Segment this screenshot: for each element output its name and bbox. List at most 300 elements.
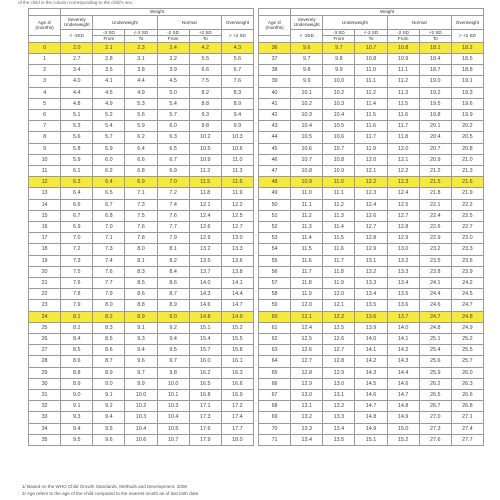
weight-cell: 12.9: [189, 233, 221, 244]
weight-cell: 22.6: [419, 222, 451, 233]
weight-cell: 7.1: [125, 188, 157, 199]
weight-cell: 14.6: [189, 300, 221, 311]
to-header: To: [125, 36, 157, 43]
weight-cell: 8.5: [125, 278, 157, 289]
weight-cell: 10.7: [355, 42, 387, 53]
table-row: [29, 121, 254, 132]
weight-cell: 12.6: [291, 345, 323, 356]
footnote-source: 1/ Based on the WHO Child Growth Standards, Methods and Development, 2006: [22, 484, 187, 489]
weight-cell: 8.6: [157, 278, 189, 289]
age-cell: 39: [259, 76, 291, 87]
weight-cell: 13.5: [387, 289, 419, 300]
table-row: [259, 199, 484, 210]
weight-cell: 11.7: [323, 255, 355, 266]
weight-cell: 9.1: [61, 401, 93, 412]
weight-cell: 18.1: [419, 42, 451, 53]
table-row: [259, 222, 484, 233]
weight-cell: 7.1: [93, 233, 125, 244]
age-cell: 36: [259, 42, 291, 53]
table-row: [29, 98, 254, 109]
weight-cell: 8.3: [221, 87, 253, 98]
table-row: [29, 278, 254, 289]
weight-cell: 19.6: [451, 98, 483, 109]
age-cell: 54: [259, 244, 291, 255]
weight-cell: 8.2: [61, 322, 93, 333]
weight-cell: 7.9: [93, 289, 125, 300]
weight-cell: 13.6: [387, 300, 419, 311]
table-row: [29, 412, 254, 423]
weight-cell: 20.8: [451, 143, 483, 154]
age-cell: 41: [259, 98, 291, 109]
weight-cell: 8.9: [125, 311, 157, 322]
weight-cell: 23.6: [451, 255, 483, 266]
table-row: [259, 154, 484, 165]
weight-cell: 9.5: [61, 434, 93, 445]
sd-u-lo-header: -3 SD: [323, 29, 355, 36]
weight-cell: 18.5: [451, 53, 483, 64]
weight-cell: 11.9: [323, 278, 355, 289]
weight-cell: 10.0: [323, 76, 355, 87]
weight-cell: 26.0: [451, 367, 483, 378]
weight-cell: 13.7: [387, 311, 419, 322]
weight-cell: 14.3: [189, 289, 221, 300]
weight-cell: 16.8: [189, 390, 221, 401]
weight-cell: 21.3: [451, 166, 483, 177]
weight-cell: 6.6: [61, 199, 93, 210]
weight-cell: 7.4: [93, 255, 125, 266]
weight-cell: 15.0: [387, 423, 419, 434]
weight-cell: 5.6: [221, 53, 253, 64]
weight-cell: 25.7: [451, 356, 483, 367]
table-row: [259, 177, 484, 188]
weight-cell: 9.0: [93, 378, 125, 389]
table-row: [259, 289, 484, 300]
weight-cell: 8.2: [189, 87, 221, 98]
weight-cell: 12.7: [323, 345, 355, 356]
weight-cell: 18.2: [451, 42, 483, 53]
weight-cell: 13.2: [291, 412, 323, 423]
table-row: [259, 401, 484, 412]
weight-cell: 6.0: [93, 154, 125, 165]
weight-cell: 24.7: [419, 311, 451, 322]
weight-cell: 21.9: [451, 188, 483, 199]
weight-cell: 10.6: [221, 143, 253, 154]
weight-cell: 10.3: [291, 110, 323, 121]
weight-cell: 12.8: [291, 367, 323, 378]
weight-cell: 14.9: [355, 423, 387, 434]
weight-cell: 11.8: [291, 278, 323, 289]
age-cell: 70: [259, 423, 291, 434]
weight-cell: 6.5: [157, 143, 189, 154]
weight-cell: 22.7: [451, 222, 483, 233]
weight-cell: 6.6: [125, 154, 157, 165]
weight-cell: 23.3: [451, 244, 483, 255]
weight-cell: 10.2: [323, 87, 355, 98]
weight-cell: 20.1: [419, 121, 451, 132]
weight-cell: 3.9: [157, 65, 189, 76]
table-row: [259, 334, 484, 345]
weight-cell: 11.6: [387, 110, 419, 121]
weight-cell: 13.4: [387, 278, 419, 289]
sd-n-hi-header: +2 SD: [189, 29, 221, 36]
weight-cell: 10.5: [189, 143, 221, 154]
weight-cell: 7.3: [61, 255, 93, 266]
weight-cell: 6.2: [93, 166, 125, 177]
table-row: [29, 289, 254, 300]
weight-cell: 12.0: [323, 289, 355, 300]
table-row: [259, 412, 484, 423]
weight-cell: 9.6: [125, 356, 157, 367]
weight-cell: 10.1: [291, 87, 323, 98]
age-cell: 52: [259, 222, 291, 233]
weight-cell: 23.8: [419, 266, 451, 277]
weight-cell: 13.1: [355, 255, 387, 266]
weight-cell: 22.9: [419, 233, 451, 244]
weight-cell: 17.4: [221, 412, 253, 423]
weight-cell: 26.7: [419, 401, 451, 412]
weight-cell: 10.0: [125, 390, 157, 401]
weight-cell: 10.4: [125, 423, 157, 434]
sd-n-lo-header: -2 SD: [387, 29, 419, 36]
table-row: [259, 233, 484, 244]
weight-cell: 9.1: [125, 322, 157, 333]
weight-cell: 15.7: [189, 345, 221, 356]
weight-cell: 11.4: [323, 222, 355, 233]
sd-gt2-header: > +2 SD: [451, 29, 483, 42]
table-row: [259, 53, 484, 64]
weight-cell: 7.5: [125, 210, 157, 221]
weight-cell: 11.0: [291, 188, 323, 199]
age-cell: 3: [29, 76, 61, 87]
weight-cell: 7.3: [93, 244, 125, 255]
age-cell: 55: [259, 255, 291, 266]
weight-cell: 4.0: [61, 76, 93, 87]
weight-cell: 7.6: [221, 76, 253, 87]
from-header: From: [323, 36, 355, 43]
weight-cell: 8.6: [61, 356, 93, 367]
table-row: [259, 121, 484, 132]
weight-cell: 22.1: [419, 199, 451, 210]
weight-cell: 6.9: [125, 177, 157, 188]
severely-underweight-header: Severely Underweight: [291, 15, 323, 29]
weight-cell: 14.7: [221, 300, 253, 311]
weight-cell: 12.6: [189, 222, 221, 233]
weight-cell: 7.2: [61, 244, 93, 255]
sd-gt2-header: > +2 SD: [221, 29, 253, 42]
weight-cell: 4.2: [189, 42, 221, 53]
age-cell: 6: [29, 110, 61, 121]
weight-cell: 24.7: [451, 300, 483, 311]
age-cell: 62: [259, 334, 291, 345]
weight-cell: 7.3: [125, 199, 157, 210]
weight-cell: 25.1: [419, 334, 451, 345]
age-cell: 38: [259, 65, 291, 76]
weight-cell: 7.9: [61, 300, 93, 311]
weight-cell: 27.3: [419, 423, 451, 434]
weight-cell: 11.3: [291, 222, 323, 233]
weight-cell: 9.9: [323, 65, 355, 76]
table-row: [259, 188, 484, 199]
weight-cell: 13.0: [221, 233, 253, 244]
weight-cell: 4.9: [125, 87, 157, 98]
weight-for-age-table-right: [258, 8, 484, 446]
age-cell: 31: [29, 390, 61, 401]
weight-cell: 24.9: [451, 322, 483, 333]
weight-cell: 2.4: [157, 42, 189, 53]
weight-cell: 12.7: [387, 210, 419, 221]
weight-cell: 10.8: [355, 53, 387, 64]
severely-underweight-header: Severely Underweight: [61, 15, 93, 29]
weight-cell: 14.2: [387, 345, 419, 356]
weight-cell: 7.0: [157, 177, 189, 188]
weight-cell: 16.0: [189, 356, 221, 367]
weight-cell: 9.3: [125, 334, 157, 345]
from-header: From: [387, 36, 419, 43]
weight-cell: 12.5: [387, 199, 419, 210]
weight-cell: 13.6: [221, 255, 253, 266]
weight-cell: 11.9: [291, 289, 323, 300]
weight-cell: 9.7: [125, 367, 157, 378]
weight-cell: 14.9: [221, 311, 253, 322]
weight-cell: 21.8: [419, 188, 451, 199]
weight-cell: 8.3: [93, 322, 125, 333]
weight-cell: 10.6: [323, 132, 355, 143]
table-row: [29, 132, 254, 143]
weight-cell: 11.2: [189, 166, 221, 177]
age-cell: 61: [259, 322, 291, 333]
weight-cell: 14.2: [355, 356, 387, 367]
weight-cell: 2.7: [61, 53, 93, 64]
sd-n-lo-header: -2 SD: [157, 29, 189, 36]
weight-cell: 16.2: [189, 367, 221, 378]
age-cell: 48: [259, 177, 291, 188]
age-cell: 5: [29, 98, 61, 109]
weight-cell: 13.2: [387, 255, 419, 266]
weight-cell: 12.2: [323, 311, 355, 322]
overweight-header: Overweight: [451, 15, 483, 29]
age-cell: 46: [259, 154, 291, 165]
weight-cell: 5.6: [125, 110, 157, 121]
weight-cell: 11.6: [323, 244, 355, 255]
weight-cell: 21.5: [419, 177, 451, 188]
weight-cell: 6.3: [61, 177, 93, 188]
weight-cell: 11.0: [355, 65, 387, 76]
weight-cell: 7.0: [93, 222, 125, 233]
weight-cell: 12.6: [355, 210, 387, 221]
weight-cell: 14.1: [355, 345, 387, 356]
table-row: [29, 345, 254, 356]
weight-cell: 11.9: [355, 143, 387, 154]
weight-cell: 2.8: [93, 53, 125, 64]
weight-cell: 3.5: [93, 65, 125, 76]
table-row: [259, 98, 484, 109]
weight-cell: 13.4: [355, 289, 387, 300]
weight-cell: 8.6: [93, 345, 125, 356]
weight-cell: 13.9: [355, 322, 387, 333]
table-row: [29, 110, 254, 121]
to-header: To: [355, 36, 387, 43]
age-cell: 11: [29, 166, 61, 177]
age-cell: 20: [29, 266, 61, 277]
weight-cell: 17.6: [189, 423, 221, 434]
age-header-spacer: [29, 9, 61, 16]
weight-cell: 8.5: [61, 345, 93, 356]
weight-cell: 12.9: [355, 244, 387, 255]
weight-cell: 15.2: [387, 434, 419, 445]
weight-cell: 8.4: [157, 266, 189, 277]
weight-cell: 12.1: [323, 300, 355, 311]
weight-cell: 9.6: [93, 434, 125, 445]
weight-cell: 17.3: [189, 412, 221, 423]
table-row: [29, 423, 254, 434]
weight-cell: 10.3: [221, 132, 253, 143]
weight-cell: 11.1: [323, 188, 355, 199]
weight-cell: 20.9: [419, 154, 451, 165]
age-cell: 4: [29, 87, 61, 98]
age-header: Age 2/ (months): [29, 15, 61, 36]
weight-cell: 13.0: [387, 244, 419, 255]
weight-cell: 20.2: [451, 121, 483, 132]
from-header: From: [93, 36, 125, 43]
weight-cell: 24.1: [419, 278, 451, 289]
weight-cell: 11.3: [323, 210, 355, 221]
weight-cell: 7.6: [157, 210, 189, 221]
weight-cell: 16.6: [221, 378, 253, 389]
weight-cell: 3.4: [61, 65, 93, 76]
weight-cell: 12.5: [323, 322, 355, 333]
weight-cell: 8.7: [157, 289, 189, 300]
table-row: [29, 322, 254, 333]
weight-cell: 8.0: [93, 300, 125, 311]
weight-cell: 13.5: [355, 300, 387, 311]
table-row: [29, 42, 254, 53]
weight-cell: 8.1: [157, 244, 189, 255]
weight-cell: 7.5: [189, 76, 221, 87]
age-cell: 1: [29, 53, 61, 64]
weight-cell: 10.4: [291, 121, 323, 132]
table-row: [259, 278, 484, 289]
weight-cell: 17.2: [221, 401, 253, 412]
weight-cell: 6.9: [61, 222, 93, 233]
to-header: To: [419, 36, 451, 43]
weight-cell: 9.4: [157, 334, 189, 345]
weight-cell: 23.2: [419, 244, 451, 255]
weight-cell: 13.4: [323, 423, 355, 434]
weight-cell: 5.1: [61, 110, 93, 121]
weight-cell: 10.6: [291, 143, 323, 154]
weight-cell: 26.5: [419, 390, 451, 401]
weight-cell: 8.9: [93, 367, 125, 378]
age-header-spacer: [259, 9, 291, 16]
age-cell: 37: [259, 53, 291, 64]
weight-cell: 7.7: [93, 278, 125, 289]
weight-cell: 8.9: [157, 300, 189, 311]
weight-cell: 15.8: [221, 345, 253, 356]
weight-cell: 10.5: [323, 121, 355, 132]
weight-cell: 13.0: [291, 390, 323, 401]
weight-cell: 12.2: [355, 177, 387, 188]
weight-cell: 6.7: [93, 199, 125, 210]
weight-cell: 6.8: [93, 210, 125, 221]
age-cell: 67: [259, 390, 291, 401]
weight-cell: 21.6: [451, 177, 483, 188]
age-cell: 30: [29, 378, 61, 389]
weight-cell: 22.5: [451, 210, 483, 221]
age-cell: 47: [259, 166, 291, 177]
age-cell: 27: [29, 345, 61, 356]
age-cell: 65: [259, 367, 291, 378]
weight-cell: 5.7: [93, 132, 125, 143]
weight-cell: 26.6: [451, 390, 483, 401]
age-cell: 51: [259, 210, 291, 221]
table-row: [259, 132, 484, 143]
weight-cell: 9.8: [189, 121, 221, 132]
weight-cell: 8.5: [93, 334, 125, 345]
age-cell: 21: [29, 278, 61, 289]
weight-cell: 11.1: [355, 76, 387, 87]
table-row: [29, 143, 254, 154]
table-row: [29, 390, 254, 401]
weight-cell: 11.1: [387, 65, 419, 76]
weight-cell: 13.4: [291, 434, 323, 445]
weight-cell: 7.4: [157, 199, 189, 210]
weight-cell: 12.4: [387, 188, 419, 199]
weight-cell: 5.4: [157, 98, 189, 109]
weight-cell: 8.2: [93, 311, 125, 322]
weight-cell: 12.9: [323, 367, 355, 378]
weight-cell: 2.3: [125, 42, 157, 53]
weight-cell: 10.3: [323, 98, 355, 109]
weight-cell: 6.7: [157, 154, 189, 165]
weight-cell: 13.5: [323, 434, 355, 445]
weight-cell: 9.6: [291, 42, 323, 53]
weight-cell: 10.3: [125, 412, 157, 423]
weight-cell: 6.0: [157, 121, 189, 132]
weight-cell: 9.9: [125, 378, 157, 389]
age-cell: 68: [259, 401, 291, 412]
weight-cell: 9.4: [221, 110, 253, 121]
table-row: [259, 110, 484, 121]
weight-cell: 9.1: [93, 390, 125, 401]
weight-cell: 23.9: [451, 266, 483, 277]
age-cell: 15: [29, 210, 61, 221]
age-cell: 23: [29, 300, 61, 311]
weight-cell: 25.9: [419, 367, 451, 378]
weight-cell: 14.7: [355, 401, 387, 412]
table-row: [259, 322, 484, 333]
weight-cell: 6.5: [93, 188, 125, 199]
weight-cell: 5.6: [61, 132, 93, 143]
weight-cell: 14.0: [355, 334, 387, 345]
weight-cell: 26.2: [419, 378, 451, 389]
weight-cell: 6.7: [221, 65, 253, 76]
weight-cell: 24.8: [451, 311, 483, 322]
weight-cell: 5.4: [93, 121, 125, 132]
table-row: [259, 166, 484, 177]
weight-cell: 14.0: [387, 322, 419, 333]
footnote-age: 2/ Age refers to the age of the child computed to the nearest month as of last birth date.: [22, 491, 200, 496]
age-cell: 35: [29, 434, 61, 445]
age-cell: 0: [29, 42, 61, 53]
weight-cell: 12.5: [221, 210, 253, 221]
age-cell: 42: [259, 110, 291, 121]
weight-cell: 12.3: [355, 188, 387, 199]
weight-cell: 3.2: [157, 53, 189, 64]
weight-cell: 19.8: [419, 110, 451, 121]
weight-cell: 12.1: [355, 166, 387, 177]
from-header: From: [157, 36, 189, 43]
table-row: [259, 266, 484, 277]
